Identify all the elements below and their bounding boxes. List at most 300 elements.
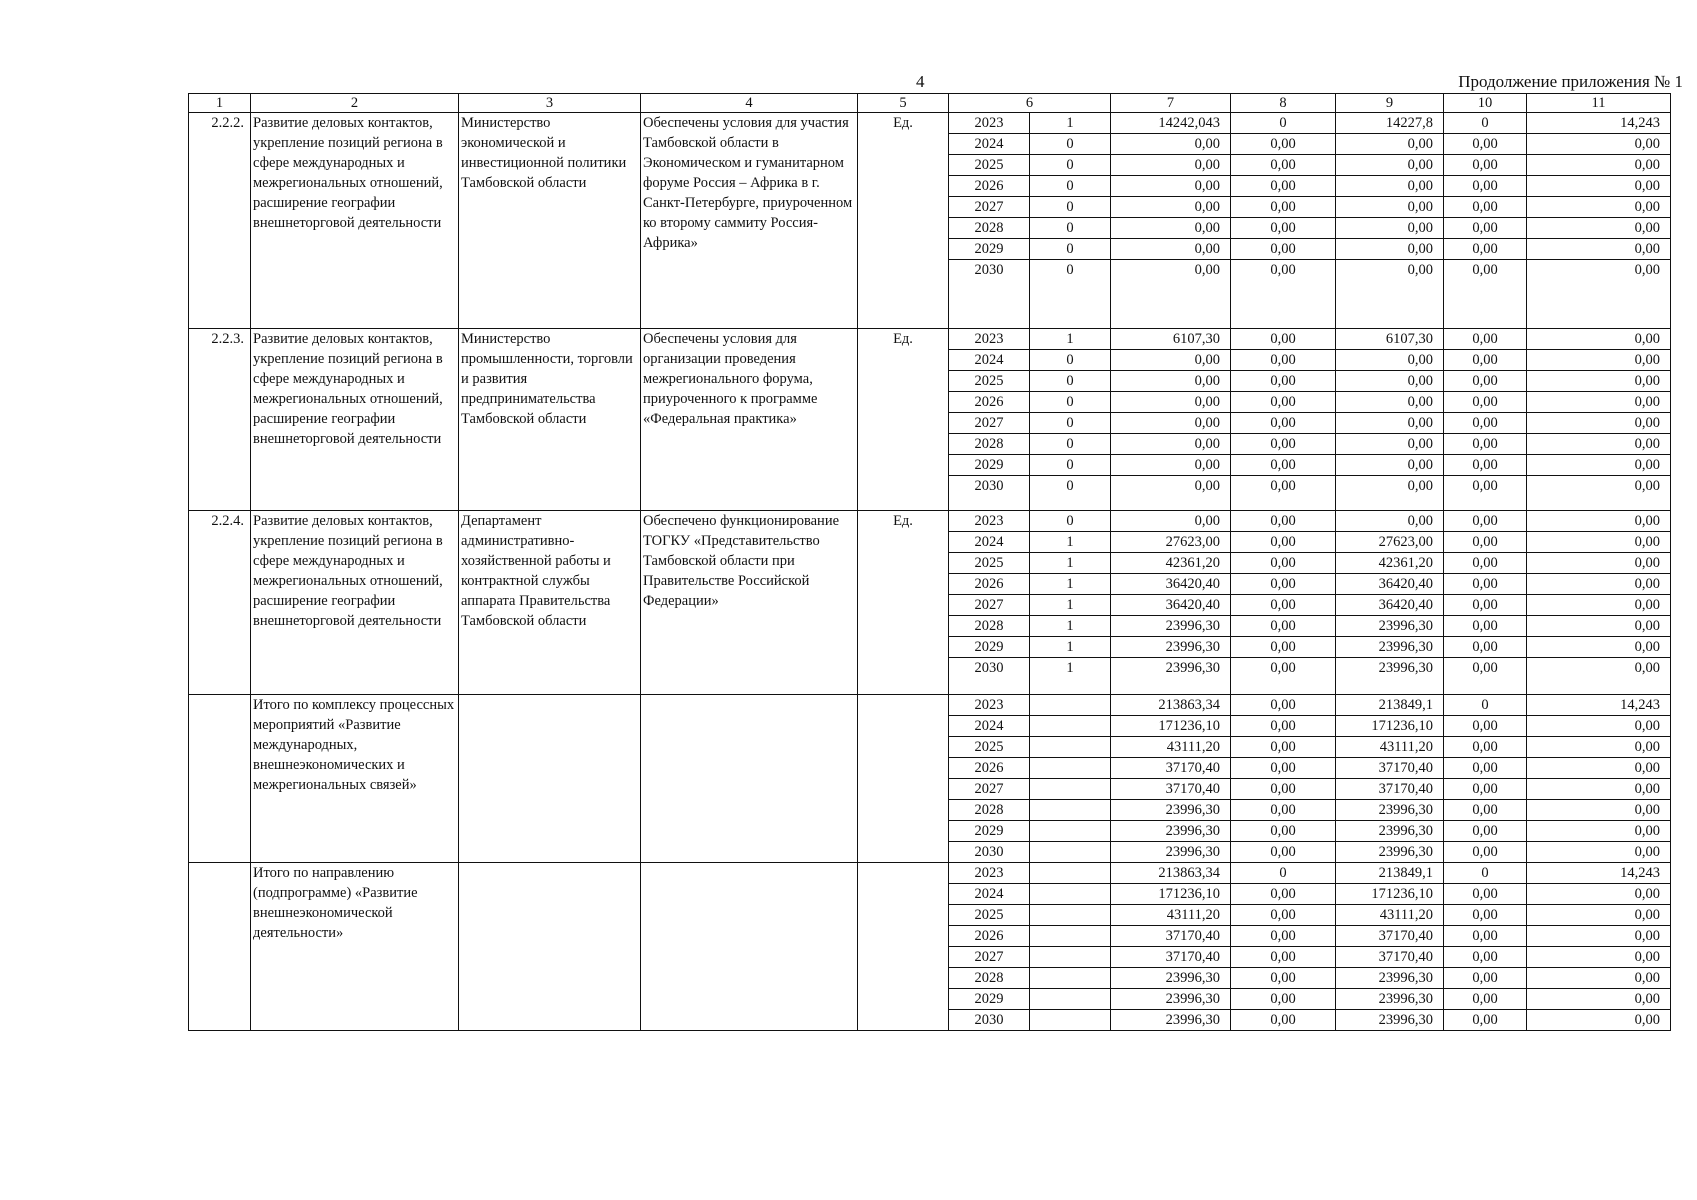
value-col8: 0,00 [1231, 218, 1336, 239]
year-cell: 2027 [949, 197, 1030, 218]
value-col6 [1030, 821, 1111, 842]
value-col9: 27623,00 [1336, 532, 1444, 553]
value-col10: 0,00 [1444, 821, 1527, 842]
value-col8: 0,00 [1231, 695, 1336, 716]
value-col8: 0 [1231, 113, 1336, 134]
year-cell: 2030 [949, 1010, 1030, 1031]
value-col7: 0,00 [1111, 350, 1231, 371]
value-col6 [1030, 863, 1111, 884]
value-col6 [1030, 758, 1111, 779]
value-col9: 213849,1 [1336, 863, 1444, 884]
value-col8: 0,00 [1231, 1010, 1336, 1031]
value-col11: 0,00 [1527, 637, 1671, 658]
value-col10: 0,00 [1444, 737, 1527, 758]
item-unit: Ед. [858, 113, 949, 329]
value-col10: 0,00 [1444, 553, 1527, 574]
value-col11: 0,00 [1527, 905, 1671, 926]
value-col6: 0 [1030, 371, 1111, 392]
value-col11: 0,00 [1527, 197, 1671, 218]
value-col6: 1 [1030, 616, 1111, 637]
year-cell: 2027 [949, 413, 1030, 434]
value-col10: 0,00 [1444, 905, 1527, 926]
value-col10: 0,00 [1444, 1010, 1527, 1031]
year-cell: 2025 [949, 737, 1030, 758]
item-name: Развитие деловых контактов, укрепление позиций региона в сфере международных и межрегиональных отношений, расширение географии внешнеторговой деятельности [251, 329, 459, 511]
year-cell: 2029 [949, 989, 1030, 1010]
value-col9: 36420,40 [1336, 574, 1444, 595]
value-col11: 0,00 [1527, 260, 1671, 329]
value-col6 [1030, 695, 1111, 716]
value-col11: 0,00 [1527, 350, 1671, 371]
item-executor: Министерство промышленности, торговли и развития предпринимательства Тамбовской области [459, 329, 641, 511]
value-col7: 0,00 [1111, 476, 1231, 511]
value-col6 [1030, 716, 1111, 737]
value-col8: 0,00 [1231, 884, 1336, 905]
column-number: 2 [251, 94, 459, 113]
table-row [189, 329, 1671, 350]
item-executor: Министерство экономической и инвестиционной политики Тамбовской области [459, 113, 641, 329]
item-code: 2.2.2. [189, 113, 251, 329]
value-col6: 0 [1030, 434, 1111, 455]
year-cell: 2026 [949, 574, 1030, 595]
value-col7: 23996,30 [1111, 968, 1231, 989]
table-row [189, 511, 1671, 532]
value-col9: 37170,40 [1336, 758, 1444, 779]
value-col8: 0,00 [1231, 758, 1336, 779]
value-col7: 0,00 [1111, 218, 1231, 239]
table-row [189, 863, 1671, 884]
value-col8: 0,00 [1231, 574, 1336, 595]
value-col9: 0,00 [1336, 260, 1444, 329]
item-executor: Департамент административно-хозяйственной работы и контрактной службы аппарата Правительства Тамбовской области [459, 511, 641, 695]
year-cell: 2024 [949, 716, 1030, 737]
value-col11: 0,00 [1527, 574, 1671, 595]
value-col7: 43111,20 [1111, 905, 1231, 926]
value-col8: 0,00 [1231, 511, 1336, 532]
column-number: 5 [858, 94, 949, 113]
item-name: Развитие деловых контактов, укрепление позиций региона в сфере международных и межрегиональных отношений, расширение географии внешнеторговой деятельности [251, 511, 459, 695]
value-col8: 0 [1231, 863, 1336, 884]
value-col10: 0,00 [1444, 455, 1527, 476]
item-code: 2.2.3. [189, 329, 251, 511]
column-number: 6 [949, 94, 1111, 113]
value-col11: 0,00 [1527, 218, 1671, 239]
value-col7: 23996,30 [1111, 637, 1231, 658]
value-col6: 0 [1030, 260, 1111, 329]
value-col10: 0,00 [1444, 716, 1527, 737]
value-col6 [1030, 800, 1111, 821]
value-col7: 0,00 [1111, 176, 1231, 197]
value-col8: 0,00 [1231, 197, 1336, 218]
value-col9: 0,00 [1336, 413, 1444, 434]
value-col7: 213863,34 [1111, 695, 1231, 716]
item-result [641, 863, 858, 1031]
value-col10: 0,00 [1444, 329, 1527, 350]
value-col6: 1 [1030, 532, 1111, 553]
value-col6 [1030, 905, 1111, 926]
column-number: 3 [459, 94, 641, 113]
value-col10: 0,00 [1444, 511, 1527, 532]
value-col10: 0,00 [1444, 197, 1527, 218]
value-col7: 0,00 [1111, 134, 1231, 155]
value-col11: 0,00 [1527, 155, 1671, 176]
value-col10: 0,00 [1444, 926, 1527, 947]
item-code: 2.2.4. [189, 511, 251, 695]
year-cell: 2028 [949, 218, 1030, 239]
appendix-table [188, 93, 1671, 1031]
year-cell: 2024 [949, 884, 1030, 905]
year-cell: 2023 [949, 329, 1030, 350]
value-col10: 0 [1444, 863, 1527, 884]
value-col9: 0,00 [1336, 392, 1444, 413]
item-unit: Ед. [858, 329, 949, 511]
value-col11: 0,00 [1527, 176, 1671, 197]
value-col9: 23996,30 [1336, 637, 1444, 658]
value-col10: 0,00 [1444, 218, 1527, 239]
value-col8: 0,00 [1231, 476, 1336, 511]
value-col11: 0,00 [1527, 134, 1671, 155]
value-col10: 0,00 [1444, 658, 1527, 695]
value-col7: 23996,30 [1111, 821, 1231, 842]
value-col11: 0,00 [1527, 476, 1671, 511]
value-col11: 0,00 [1527, 821, 1671, 842]
column-number: 1 [189, 94, 251, 113]
item-name: Итого по комплексу процессных мероприятий «Развитие международных, внешнеэкономических и межрегиональных связей» [251, 695, 459, 863]
year-cell: 2025 [949, 371, 1030, 392]
value-col9: 171236,10 [1336, 716, 1444, 737]
year-cell: 2025 [949, 553, 1030, 574]
value-col9: 23996,30 [1336, 842, 1444, 863]
value-col11: 0,00 [1527, 595, 1671, 616]
value-col7: 23996,30 [1111, 989, 1231, 1010]
value-col6 [1030, 842, 1111, 863]
page-number: 4 [916, 72, 925, 91]
item-result [641, 695, 858, 863]
value-col8: 0,00 [1231, 553, 1336, 574]
value-col7: 0,00 [1111, 455, 1231, 476]
value-col8: 0,00 [1231, 905, 1336, 926]
value-col7: 37170,40 [1111, 758, 1231, 779]
year-cell: 2028 [949, 968, 1030, 989]
value-col6: 0 [1030, 476, 1111, 511]
value-col8: 0,00 [1231, 239, 1336, 260]
year-cell: 2029 [949, 455, 1030, 476]
value-col8: 0,00 [1231, 926, 1336, 947]
value-col9: 37170,40 [1336, 947, 1444, 968]
value-col10: 0 [1444, 695, 1527, 716]
year-cell: 2030 [949, 476, 1030, 511]
year-cell: 2027 [949, 947, 1030, 968]
value-col8: 0,00 [1231, 989, 1336, 1010]
value-col11: 0,00 [1527, 329, 1671, 350]
value-col10: 0,00 [1444, 800, 1527, 821]
year-cell: 2023 [949, 863, 1030, 884]
value-col8: 0,00 [1231, 155, 1336, 176]
column-number: 4 [641, 94, 858, 113]
value-col10: 0,00 [1444, 476, 1527, 511]
year-cell: 2030 [949, 842, 1030, 863]
column-number: 9 [1336, 94, 1444, 113]
year-cell: 2025 [949, 155, 1030, 176]
value-col6: 0 [1030, 155, 1111, 176]
value-col6: 0 [1030, 176, 1111, 197]
value-col6: 1 [1030, 595, 1111, 616]
value-col6: 0 [1030, 392, 1111, 413]
value-col9: 0,00 [1336, 176, 1444, 197]
value-col11: 0,00 [1527, 658, 1671, 695]
value-col7: 36420,40 [1111, 595, 1231, 616]
value-col7: 0,00 [1111, 371, 1231, 392]
value-col6 [1030, 947, 1111, 968]
value-col8: 0,00 [1231, 716, 1336, 737]
value-col7: 6107,30 [1111, 329, 1231, 350]
value-col6 [1030, 779, 1111, 800]
value-col10: 0,00 [1444, 595, 1527, 616]
value-col6: 0 [1030, 413, 1111, 434]
value-col6 [1030, 968, 1111, 989]
column-number: 10 [1444, 94, 1527, 113]
value-col9: 23996,30 [1336, 1010, 1444, 1031]
value-col8: 0,00 [1231, 329, 1336, 350]
year-cell: 2029 [949, 821, 1030, 842]
value-col11: 0,00 [1527, 716, 1671, 737]
value-col6: 1 [1030, 637, 1111, 658]
value-col7: 37170,40 [1111, 926, 1231, 947]
value-col7: 23996,30 [1111, 616, 1231, 637]
value-col6: 0 [1030, 350, 1111, 371]
value-col8: 0,00 [1231, 821, 1336, 842]
value-col9: 0,00 [1336, 455, 1444, 476]
value-col11: 0,00 [1527, 779, 1671, 800]
value-col7: 0,00 [1111, 155, 1231, 176]
value-col6: 0 [1030, 218, 1111, 239]
value-col9: 23996,30 [1336, 968, 1444, 989]
value-col8: 0,00 [1231, 616, 1336, 637]
value-col11: 0,00 [1527, 616, 1671, 637]
value-col6: 1 [1030, 329, 1111, 350]
value-col10: 0,00 [1444, 239, 1527, 260]
year-cell: 2023 [949, 511, 1030, 532]
item-unit [858, 863, 949, 1031]
value-col11: 0,00 [1527, 800, 1671, 821]
value-col10: 0,00 [1444, 134, 1527, 155]
value-col9: 0,00 [1336, 434, 1444, 455]
value-col8: 0,00 [1231, 260, 1336, 329]
value-col11: 0,00 [1527, 553, 1671, 574]
value-col10: 0,00 [1444, 434, 1527, 455]
value-col11: 0,00 [1527, 455, 1671, 476]
year-cell: 2027 [949, 595, 1030, 616]
value-col11: 0,00 [1527, 511, 1671, 532]
value-col11: 0,00 [1527, 758, 1671, 779]
value-col10: 0,00 [1444, 176, 1527, 197]
value-col7: 43111,20 [1111, 737, 1231, 758]
value-col7: 23996,30 [1111, 658, 1231, 695]
value-col10: 0,00 [1444, 947, 1527, 968]
value-col10: 0,00 [1444, 392, 1527, 413]
value-col11: 0,00 [1527, 737, 1671, 758]
value-col10: 0,00 [1444, 413, 1527, 434]
value-col9: 0,00 [1336, 218, 1444, 239]
value-col7: 23996,30 [1111, 842, 1231, 863]
value-col11: 14,243 [1527, 863, 1671, 884]
item-result: Обеспечены условия для участия Тамбовской области в Экономическом и гуманитарном форуме Россия – Африка в г. Санкт-Петербурге, приуроченном ко второму саммиту Россия-Африка» [641, 113, 858, 329]
value-col6 [1030, 737, 1111, 758]
value-col7: 213863,34 [1111, 863, 1231, 884]
value-col11: 0,00 [1527, 1010, 1671, 1031]
item-executor [459, 695, 641, 863]
value-col6: 0 [1030, 455, 1111, 476]
table-row [189, 113, 1671, 134]
value-col9: 0,00 [1336, 155, 1444, 176]
column-number: 8 [1231, 94, 1336, 113]
value-col8: 0,00 [1231, 413, 1336, 434]
value-col7: 171236,10 [1111, 884, 1231, 905]
value-col7: 36420,40 [1111, 574, 1231, 595]
item-result: Обеспечено функционирование ТОГКУ «Представительство Тамбовской области при Правительстве Российской Федерации» [641, 511, 858, 695]
value-col7: 0,00 [1111, 239, 1231, 260]
value-col6 [1030, 1010, 1111, 1031]
value-col11: 0,00 [1527, 947, 1671, 968]
value-col7: 37170,40 [1111, 947, 1231, 968]
year-cell: 2026 [949, 392, 1030, 413]
value-col10: 0,00 [1444, 842, 1527, 863]
value-col8: 0,00 [1231, 134, 1336, 155]
year-cell: 2023 [949, 113, 1030, 134]
value-col9: 23996,30 [1336, 821, 1444, 842]
value-col8: 0,00 [1231, 595, 1336, 616]
value-col6: 1 [1030, 113, 1111, 134]
item-name: Развитие деловых контактов, укрепление позиций региона в сфере международных и межрегиональных отношений, расширение географии внешнеторговой деятельности [251, 113, 459, 329]
value-col8: 0,00 [1231, 737, 1336, 758]
item-unit: Ед. [858, 511, 949, 695]
year-cell: 2023 [949, 695, 1030, 716]
year-cell: 2026 [949, 176, 1030, 197]
value-col7: 23996,30 [1111, 800, 1231, 821]
value-col6: 1 [1030, 658, 1111, 695]
value-col11: 14,243 [1527, 695, 1671, 716]
value-col8: 0,00 [1231, 371, 1336, 392]
value-col10: 0,00 [1444, 758, 1527, 779]
value-col9: 171236,10 [1336, 884, 1444, 905]
value-col8: 0,00 [1231, 637, 1336, 658]
value-col9: 6107,30 [1336, 329, 1444, 350]
value-col6: 0 [1030, 134, 1111, 155]
item-code [189, 695, 251, 863]
column-number-row [189, 94, 1671, 113]
value-col10: 0,00 [1444, 532, 1527, 553]
value-col7: 0,00 [1111, 413, 1231, 434]
value-col10: 0,00 [1444, 884, 1527, 905]
table-row [189, 695, 1671, 716]
year-cell: 2028 [949, 434, 1030, 455]
column-number: 11 [1527, 94, 1671, 113]
value-col11: 0,00 [1527, 842, 1671, 863]
column-number: 7 [1111, 94, 1231, 113]
value-col9: 0,00 [1336, 511, 1444, 532]
value-col8: 0,00 [1231, 968, 1336, 989]
value-col7: 14242,043 [1111, 113, 1231, 134]
value-col11: 0,00 [1527, 371, 1671, 392]
value-col8: 0,00 [1231, 455, 1336, 476]
year-cell: 2024 [949, 134, 1030, 155]
continuation-title: Продолжение приложения № 1 [1458, 72, 1683, 91]
year-cell: 2029 [949, 637, 1030, 658]
year-cell: 2029 [949, 239, 1030, 260]
item-executor [459, 863, 641, 1031]
value-col10: 0,00 [1444, 350, 1527, 371]
value-col6 [1030, 884, 1111, 905]
value-col9: 14227,8 [1336, 113, 1444, 134]
value-col8: 0,00 [1231, 176, 1336, 197]
item-name: Итого по направлению (подпрограмме) «Развитие внешнеэкономической деятельности» [251, 863, 459, 1031]
value-col11: 0,00 [1527, 392, 1671, 413]
value-col10: 0,00 [1444, 968, 1527, 989]
value-col9: 0,00 [1336, 350, 1444, 371]
value-col9: 213849,1 [1336, 695, 1444, 716]
year-cell: 2030 [949, 658, 1030, 695]
value-col11: 0,00 [1527, 532, 1671, 553]
value-col10: 0,00 [1444, 574, 1527, 595]
value-col11: 0,00 [1527, 989, 1671, 1010]
value-col9: 43111,20 [1336, 737, 1444, 758]
value-col8: 0,00 [1231, 434, 1336, 455]
value-col11: 0,00 [1527, 926, 1671, 947]
value-col11: 0,00 [1527, 413, 1671, 434]
value-col9: 0,00 [1336, 197, 1444, 218]
value-col11: 0,00 [1527, 239, 1671, 260]
value-col10: 0,00 [1444, 260, 1527, 329]
value-col9: 23996,30 [1336, 989, 1444, 1010]
value-col10: 0,00 [1444, 616, 1527, 637]
value-col9: 42361,20 [1336, 553, 1444, 574]
value-col11: 0,00 [1527, 968, 1671, 989]
value-col9: 37170,40 [1336, 926, 1444, 947]
value-col10: 0,00 [1444, 989, 1527, 1010]
value-col7: 42361,20 [1111, 553, 1231, 574]
value-col7: 0,00 [1111, 197, 1231, 218]
value-col9: 0,00 [1336, 371, 1444, 392]
year-cell: 2028 [949, 616, 1030, 637]
value-col7: 0,00 [1111, 260, 1231, 329]
value-col7: 0,00 [1111, 434, 1231, 455]
value-col6: 1 [1030, 553, 1111, 574]
value-col9: 43111,20 [1336, 905, 1444, 926]
year-cell: 2025 [949, 905, 1030, 926]
value-col8: 0,00 [1231, 779, 1336, 800]
value-col8: 0,00 [1231, 800, 1336, 821]
value-col10: 0 [1444, 113, 1527, 134]
value-col8: 0,00 [1231, 532, 1336, 553]
value-col6 [1030, 926, 1111, 947]
value-col7: 0,00 [1111, 392, 1231, 413]
year-cell: 2027 [949, 779, 1030, 800]
value-col9: 23996,30 [1336, 616, 1444, 637]
value-col6: 0 [1030, 511, 1111, 532]
value-col7: 171236,10 [1111, 716, 1231, 737]
value-col8: 0,00 [1231, 658, 1336, 695]
value-col7: 23996,30 [1111, 1010, 1231, 1031]
value-col6: 1 [1030, 574, 1111, 595]
value-col6 [1030, 989, 1111, 1010]
value-col11: 14,243 [1527, 113, 1671, 134]
value-col7: 27623,00 [1111, 532, 1231, 553]
year-cell: 2026 [949, 926, 1030, 947]
value-col9: 0,00 [1336, 134, 1444, 155]
value-col11: 0,00 [1527, 434, 1671, 455]
value-col8: 0,00 [1231, 392, 1336, 413]
value-col7: 0,00 [1111, 511, 1231, 532]
